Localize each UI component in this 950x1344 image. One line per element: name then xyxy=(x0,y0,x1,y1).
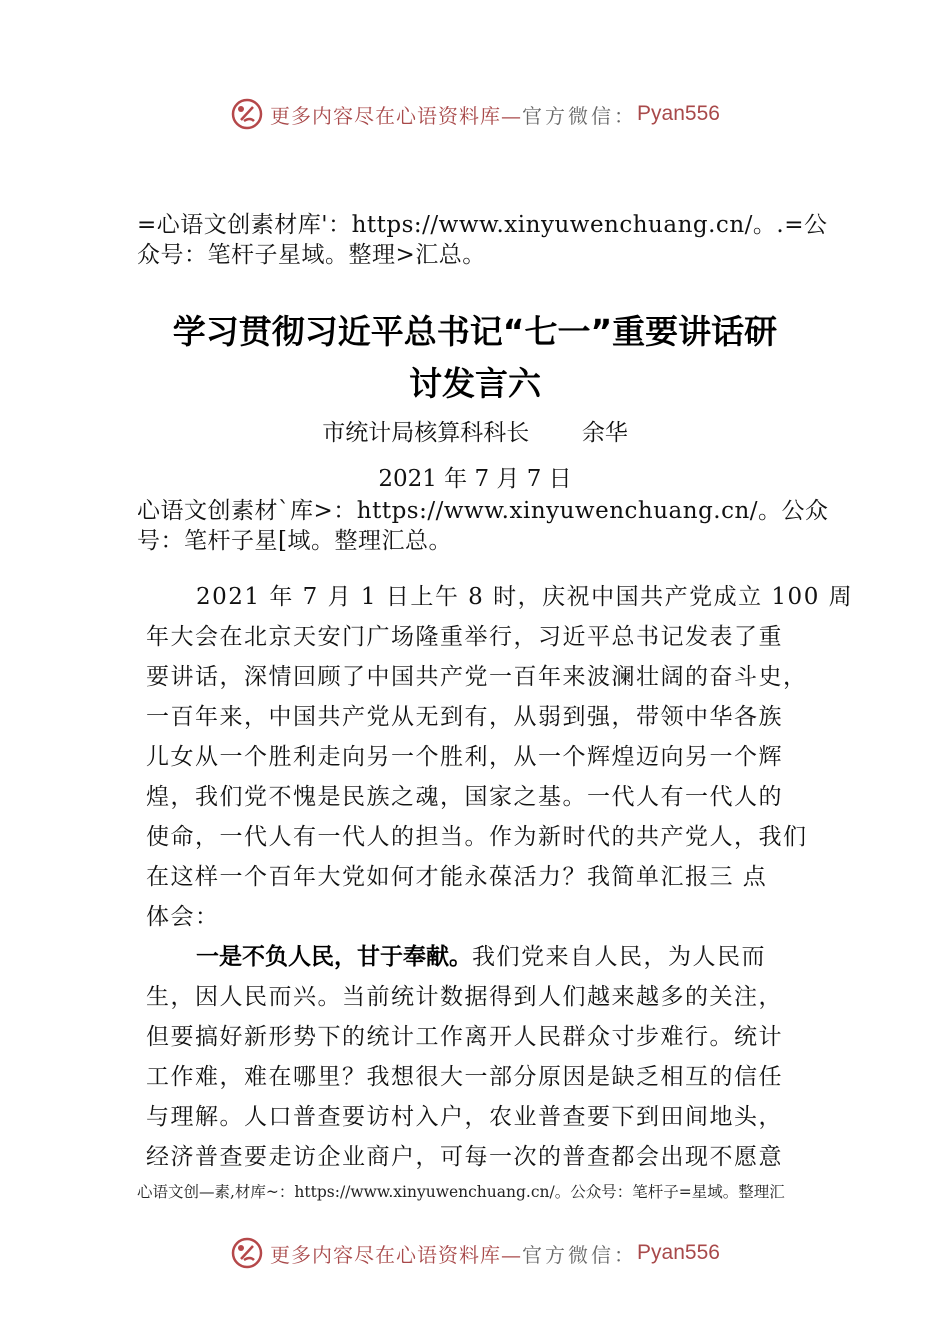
header-banner xyxy=(0,94,950,134)
body-p1-line: 一百年来，中国共产党从无到有，从弱到强，带领中华各族 xyxy=(146,704,783,730)
body-p2-first-line xyxy=(196,938,766,971)
banner-text: 更多内容尽在心语资料库— xyxy=(270,1242,523,1267)
footer-banner xyxy=(0,1233,950,1273)
section-heading-bold: 一是不负人民，甘于奉献。 xyxy=(196,944,472,970)
body-p2-first-rest: 我们党来自人民，为人民而 xyxy=(472,944,766,970)
brand-logo-icon xyxy=(230,1236,264,1270)
watermark-mid-line1: 心语文创素材`库>：https://www.xinyuwenchuang.cn/。公众 xyxy=(137,498,829,524)
author-name: 余华 xyxy=(581,420,628,446)
banner-text: 更多内容尽在心语资料库— xyxy=(270,103,523,128)
body-p2-line: 工作难，难在哪里？我想很大一部分原因是缺乏相互的信任 xyxy=(146,1064,783,1090)
brand-logo-icon xyxy=(230,97,264,131)
author-position: 市统计局核算科科长 xyxy=(322,420,530,446)
body-p2-line: 但要搞好新形势下的统计工作离开人民群众寸步难行。统计 xyxy=(146,1024,783,1050)
doc-title-line2: 讨发言六 xyxy=(409,364,541,403)
body-p2-line: 经济普查要走访企业商户，可每一次的普查都会出现不愿意 xyxy=(146,1144,783,1170)
body-p1-line: 年大会在北京天安门广场隆重举行，习近平总书记发表了重 xyxy=(146,624,783,650)
body-p1-line: 煌，我们党不愧是民族之魂，国家之基。一代人有一代人的 xyxy=(146,784,783,810)
watermark-mid-line2: 号：笔杆子星[域。整理汇总。 xyxy=(137,528,452,554)
watermark-top-line2: 众号：笔杆子星域。整理>汇总。 xyxy=(137,242,486,268)
doc-title-line1: 学习贯彻习近平总书记“七一”重要讲话研 xyxy=(172,312,778,351)
body-p1-line: 要讲话，深情回顾了中国共产党一百年来波澜壮阔的奋斗史， xyxy=(146,664,808,690)
body-p2-line: 生，因人民而兴。当前统计数据得到人们越来越多的关注， xyxy=(146,984,783,1010)
body-p1-line: 体会： xyxy=(146,904,220,930)
author-line xyxy=(0,414,950,447)
watermark-top-line1: =心语文创素材库'：https://www.xinyuwenchuang.cn/。.=公 xyxy=(137,212,828,238)
footnote-watermark: 心语文创—素,材库~：https://www.xinyuwenchuang.cn/。公众号：笔杆子=星域。整理汇 xyxy=(137,1183,785,1201)
body-p1-line: 2021 年 7 月 1 日上午 8 时，庆祝中国共产党成立 100 周 xyxy=(196,584,854,610)
banner-wechat-id: Pyan556 xyxy=(637,1241,720,1264)
body-p1-line: 在这样一个百年大党如何才能永葆活力？我简单汇报三 点 xyxy=(146,864,768,890)
body-p1-line: 使命，一代人有一代人的担当。作为新时代的共产党人，我们 xyxy=(146,824,808,850)
banner-wechat-id: Pyan556 xyxy=(637,102,720,125)
banner-wechat-label: 官方微信： xyxy=(522,103,638,128)
body-p1-line: 儿女从一个胜利走向另一个胜利，从一个辉煌迈向另一个辉 xyxy=(146,744,783,770)
doc-date: 2021 年 7 月 7 日 xyxy=(378,466,572,492)
banner-wechat-label: 官方微信： xyxy=(522,1242,638,1267)
body-p2-line: 与理解。人口普查要访村入户，农业普查要下到田间地头， xyxy=(146,1104,783,1130)
